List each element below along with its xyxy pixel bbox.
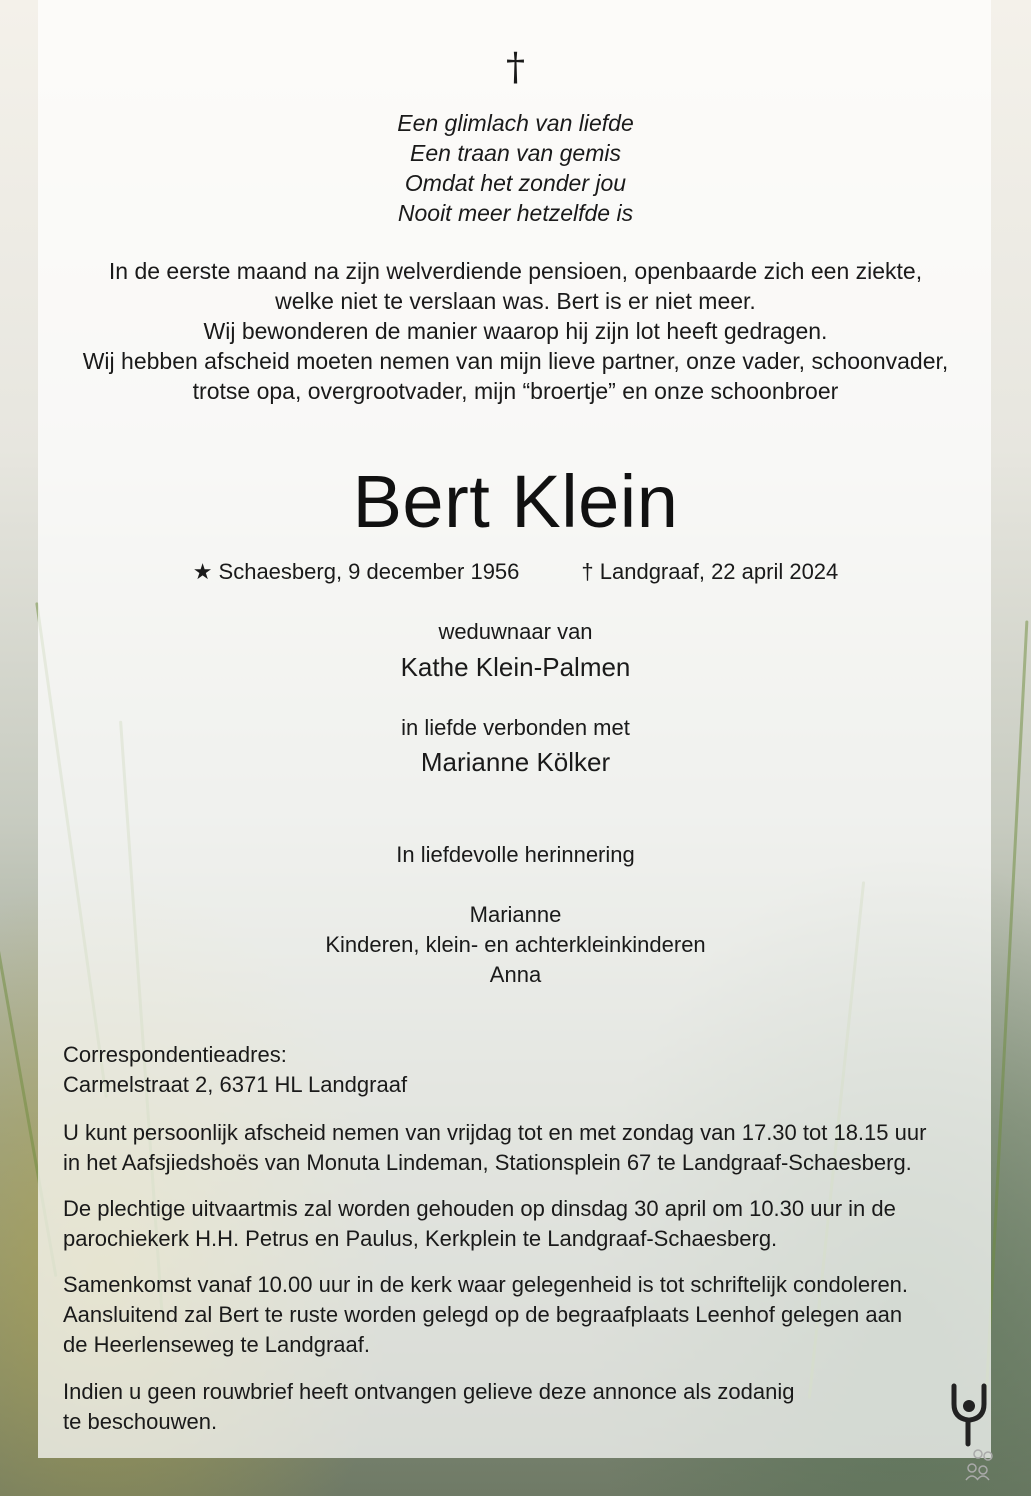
visitation-paragraph — [63, 1118, 983, 1178]
paragraph-line: Indien u geen rouwbrief heeft ontvangen gelieve deze annonce als zodanig — [63, 1379, 795, 1404]
intro-line: Wij hebben afscheid moeten nemen van mijn lieve partner, onze vader, schoonvader, — [82, 348, 949, 374]
funeral-logo-icon — [948, 1382, 994, 1482]
paragraph-line: te beschouwen. — [63, 1409, 218, 1434]
life-dates — [0, 558, 1031, 586]
mass-paragraph — [63, 1194, 983, 1254]
widower-label: weduwnaar van — [438, 619, 593, 644]
memory-label: In liefdevolle herinnering — [396, 842, 635, 867]
partner-name: Marianne Kölker — [420, 747, 611, 777]
family-member: Kinderen, klein- en achterkleinkinderen — [325, 932, 706, 957]
paragraph-line: in het Aafsjiedshoës van Monuta Lindeman, Stationsplein 67 te Landgraaf-Schaesberg. — [63, 1150, 912, 1175]
intro-line: trotse opa, overgrootvader, mijn “broertje” en onze schoonbroer — [192, 378, 839, 404]
deceased-name: Bert Klein — [352, 460, 679, 543]
poem-line: Een traan van gemis — [410, 140, 621, 166]
intro-line: In de eerste maand na zijn welverdiende pensioen, openbaarde zich een ziekte, — [108, 258, 923, 284]
poem-line: Een glimlach van liefde — [397, 110, 634, 136]
notice-paragraph — [63, 1377, 983, 1437]
address-line: Carmelstraat 2, 6371 HL Landgraaf — [63, 1072, 408, 1097]
family-list — [0, 900, 1031, 990]
address-label: Correspondentieadres: — [63, 1042, 287, 1067]
birth-date: ★ Schaesberg, 9 december 1956 — [192, 559, 520, 584]
family-member: Marianne — [469, 902, 562, 927]
poem-line: Omdat het zonder jou — [404, 170, 627, 196]
partner-label: in liefde verbonden met — [401, 715, 630, 740]
paragraph-line: Aansluitend zal Bert te ruste worden gelegd op de begraafplaats Leenhof gelegen aan — [63, 1302, 903, 1327]
poem — [0, 108, 1031, 228]
paragraph-line: Samenkomst vanaf 10.00 uur in de kerk waar gelegenheid is tot schriftelijk condoleren. — [63, 1272, 909, 1297]
paragraph-line: parochiekerk H.H. Petrus en Paulus, Kerkplein te Landgraaf-Schaesberg. — [63, 1226, 778, 1251]
correspondence-address — [63, 1040, 983, 1100]
widower-name: Kathe Klein-Palmen — [400, 652, 631, 682]
intro-line: Wij bewonderen de manier waarop hij zijn lot heeft gedragen. — [203, 318, 828, 344]
death-date: † Landgraaf, 22 april 2024 — [581, 559, 839, 584]
intro-line: welke niet te verslaan was. Bert is er niet meer. — [275, 288, 756, 314]
cross-icon: † — [506, 45, 525, 89]
burial-paragraph — [63, 1270, 983, 1360]
paragraph-line: de Heerlenseweg te Landgraaf. — [63, 1332, 370, 1357]
paragraph-line: U kunt persoonlijk afscheid nemen van vrijdag tot en met zondag van 17.30 tot 18.15 uur — [63, 1120, 927, 1145]
intro-text — [0, 256, 1031, 406]
family-member: Anna — [489, 962, 542, 987]
poem-line: Nooit meer hetzelfde is — [397, 200, 634, 226]
paragraph-line: De plechtige uitvaartmis zal worden gehouden op dinsdag 30 april om 10.30 uur in de — [63, 1196, 896, 1221]
